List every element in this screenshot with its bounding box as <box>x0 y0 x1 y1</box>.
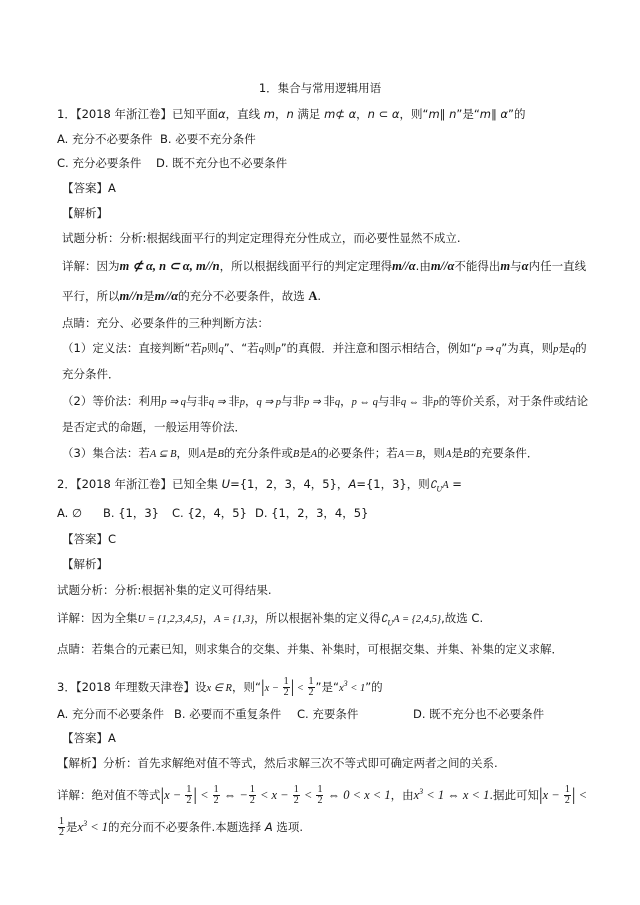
italic-run: α <box>391 107 400 121</box>
fraction <box>185 785 192 807</box>
math-run: ∁ <box>429 480 437 491</box>
math-run: p <box>239 397 245 408</box>
italic-run: n <box>449 107 457 121</box>
text-run: 与非 <box>377 394 401 408</box>
fraction-denominator: 2 <box>308 687 314 698</box>
option-d: D. {1，2，3，4，5} <box>255 506 369 520</box>
answer-line: 【答案】A <box>62 731 116 745</box>
fraction-numerator: 1 <box>249 783 255 795</box>
text-run: 是 <box>205 446 218 460</box>
math-run: B <box>415 449 423 460</box>
absolute-value-bar: | <box>539 784 543 804</box>
fraction-numerator: 1 <box>564 783 570 795</box>
options-row <box>57 152 591 175</box>
option-a: A. ∅ <box>57 506 82 520</box>
fraction <box>249 785 256 807</box>
text-run: ＝ <box>404 446 416 460</box>
math-run: < x − <box>256 788 292 802</box>
absolute-value-bar: | <box>160 784 165 804</box>
text-run: ={1，3}，则 <box>356 477 430 491</box>
text-run: ={1，2，3，4，5}， <box>230 477 349 491</box>
text-run: 的充分不必要条件，故选 <box>178 289 309 303</box>
math-run: p ⇒ <box>304 397 324 408</box>
math-run: A <box>397 449 405 460</box>
tip-line: 点睛：若集合的元素已知，则求集合的交集、并集、补集时，可根据交集、并集、补集的定义求解． <box>57 642 563 656</box>
fraction-numerator: 1 <box>213 783 219 795</box>
italic-run: U <box>221 477 231 491</box>
tip-title: 点睛：充分、必要条件的三种判断方法： <box>62 316 269 330</box>
text-run: （1）定义法：直接判断“若 <box>62 341 202 355</box>
math-run: q ⇒ p <box>256 397 282 408</box>
text-run: 是 <box>558 341 570 355</box>
fraction-denominator: 2 <box>59 827 64 838</box>
text-run: 则 <box>263 341 276 355</box>
text-run: ⊂ <box>374 107 392 121</box>
superscript: 3 <box>343 679 348 689</box>
fraction-numerator: 1 <box>317 783 323 795</box>
text-run: ， <box>274 107 287 121</box>
math-bold-run: m <box>500 259 511 273</box>
text-run: （3）集合法：若 <box>62 446 150 460</box>
math-bold-run: m ⊄ α, n ⊂ α, m//n <box>119 259 220 273</box>
text-run: 与非 <box>185 394 209 408</box>
answer-line: 【答案】A <box>62 181 116 195</box>
detailed-solution <box>57 603 591 635</box>
text-run: 与 <box>510 259 522 273</box>
fraction-numerator: 1 <box>283 675 289 687</box>
italic-run: n <box>286 107 294 121</box>
italic-run: m <box>263 107 275 121</box>
text-run: ，所以根据线面平行的判定定理得 <box>219 259 393 273</box>
options-row <box>57 127 591 152</box>
text-run: ”的 <box>508 107 526 121</box>
fraction <box>308 677 315 699</box>
math-run: A = {2,4,5} <box>393 614 442 625</box>
absolute-value-bar: | <box>193 784 197 804</box>
math-bold-run: m//α <box>392 259 416 273</box>
detailed-solution <box>57 779 591 843</box>
text-run: ，直线 <box>225 107 264 121</box>
text-run: 是 <box>451 446 463 460</box>
option-c: C. 充要条件 <box>297 707 359 721</box>
text-run: ， <box>244 394 257 408</box>
analysis-summary: 试题分析：分析:根据补集的定义可得结果. <box>57 583 272 597</box>
option-b: B. 必要不充分条件 <box>160 132 256 146</box>
math-run: x − <box>164 788 185 802</box>
math-run: < <box>196 788 212 802</box>
text-run: . <box>317 289 322 303</box>
math-run: x <box>77 820 84 834</box>
math-run: q ⇒ <box>208 397 229 408</box>
text-run: 的必要条件；若 <box>317 446 398 460</box>
math-run: A <box>199 449 206 460</box>
math-run: p ⇒ q <box>476 344 502 355</box>
math-run: p <box>275 344 281 355</box>
question-stem <box>57 674 591 702</box>
text-run: ∥ <box>491 107 501 121</box>
text-run: ，则 <box>176 446 200 460</box>
absolute-value-bar: | <box>571 784 576 804</box>
fraction-denominator: 2 <box>186 795 192 806</box>
fraction-denominator: 2 <box>283 687 289 698</box>
tip-definition-method <box>57 336 591 386</box>
fraction-denominator: 2 <box>293 795 299 806</box>
math-run: q ⇔ <box>400 397 422 408</box>
math-run: < <box>575 788 588 802</box>
text-run: 的充分条件． <box>62 341 587 381</box>
math-run: U = {1,2,3,4,5} <box>137 614 203 625</box>
math-run: x ∈ R <box>206 683 232 694</box>
fraction <box>316 785 323 807</box>
analysis-summary: 试题分析：分析:根据线面平行的判定定理得充分性成立，而必要性显然不成立. <box>62 231 461 245</box>
fraction-denominator: 2 <box>564 795 570 806</box>
text-run: ”为真，则 <box>501 341 554 355</box>
absolute-value-bar: | <box>260 676 265 696</box>
question-1 <box>57 101 591 468</box>
text-run: 满足 <box>293 107 325 121</box>
text-run: .据此可知 <box>489 788 539 802</box>
option-d: D. 既不充分也不必要条件 <box>413 707 545 721</box>
superscript: 3 <box>83 819 88 829</box>
fraction <box>283 677 290 699</box>
math-run: x <box>338 683 344 694</box>
option-a: A. 充分不必要条件 <box>57 132 153 146</box>
math-run: ∁ <box>380 614 388 625</box>
math-run: p ⇔ q <box>351 397 378 408</box>
fraction <box>213 785 220 807</box>
question-stem <box>57 470 591 500</box>
text-run: 的充要条件． <box>469 446 539 460</box>
text-run: .由 <box>415 259 431 273</box>
text-run: 是 <box>66 820 78 834</box>
text-run: （2）等价法：利用 <box>62 394 162 408</box>
text-run: 的等价关系，对于条件或结论是否定式的命题，一般运用等价法． <box>62 394 589 434</box>
text-run: 的充分条件或 <box>223 446 293 460</box>
text-run: 则 <box>207 341 219 355</box>
math-run: A <box>310 449 318 460</box>
text-run: ”是“ <box>456 107 480 121</box>
math-run: < 1 ⇔ x < 1 <box>423 788 490 802</box>
italic-run: m <box>428 107 440 121</box>
math-run: p <box>433 397 439 408</box>
absolute-value-bar: | <box>290 676 295 696</box>
fraction-denominator: 2 <box>213 795 219 806</box>
text-run: 内任一直线平行，所以 <box>62 259 587 303</box>
math-run: q <box>569 344 576 355</box>
math-run: x <box>413 788 420 802</box>
text-run: ， <box>340 394 352 408</box>
italic-run: A <box>348 477 357 491</box>
analysis-label: 【解析】 <box>62 557 108 571</box>
analysis-label: 【解析】 <box>62 206 108 220</box>
option-a: A. 充分而不必要条件 <box>57 707 164 721</box>
text-run: 不能得出 <box>454 259 501 273</box>
text-run: 详解：因为 <box>62 259 120 273</box>
fraction-numerator: 1 <box>186 783 192 795</box>
tip-set-method <box>57 440 591 468</box>
italic-run: A <box>264 820 273 834</box>
tip-equivalence-method <box>57 389 591 440</box>
text-run: 选项. <box>272 820 303 834</box>
math-run: A <box>442 480 449 491</box>
text-run: 的充分而不必要条件.本题选择 <box>108 820 265 834</box>
italic-run: α <box>500 107 508 121</box>
options-row <box>57 500 591 526</box>
math-run: < <box>294 683 307 694</box>
text-run: 非 <box>228 394 240 408</box>
math-run: A <box>445 449 452 460</box>
option-c: C. 充分必要条件 <box>57 156 142 170</box>
fraction-denominator: 2 <box>249 795 255 806</box>
text-run: ⊄ <box>335 107 349 121</box>
text-run: 与非 <box>281 394 305 408</box>
option-c: C. {2，4，5} <box>172 506 247 520</box>
text-run: ”、“若 <box>223 341 259 355</box>
text-run: 非 <box>323 394 335 408</box>
analysis-line: 【解析】分析：首先求解绝对值不等式，然后求解三次不等式即可确定两者之间的关系. <box>57 756 498 770</box>
options-row <box>57 702 591 726</box>
italic-run: m <box>479 107 491 121</box>
math-run: p ⇒ q <box>161 397 186 408</box>
italic-run: n <box>367 107 375 121</box>
italic-run: α <box>218 107 226 121</box>
text-run: 是 <box>299 446 311 460</box>
math-run: ⇔ 0 < x < 1 <box>324 788 391 802</box>
math-run: ⇔ − <box>220 788 248 802</box>
question-3 <box>57 674 591 843</box>
text-run: 详解：因为全集 <box>57 611 138 625</box>
math-run: p <box>201 344 208 355</box>
math-run: q <box>334 397 341 408</box>
text-run: ”的真假．并注意和图示相结合，例如“ <box>280 341 477 355</box>
text-run: 2．【2018 年浙江卷】已知全集 <box>57 477 222 491</box>
text-run: ，所以根据补集的定义得 <box>254 611 381 625</box>
italic-run: α <box>348 107 357 121</box>
question-2 <box>57 470 591 663</box>
option-b: B. {1，3} <box>103 506 159 520</box>
math-run: q <box>258 344 264 355</box>
question-stem <box>57 101 591 127</box>
superscript: 3 <box>419 787 424 797</box>
text-run: = <box>448 477 462 491</box>
math-run: p <box>553 344 559 355</box>
math-run: x − <box>264 683 282 694</box>
fraction-numerator: 1 <box>308 675 314 687</box>
math-run: x − <box>542 788 563 802</box>
math-run: B <box>462 449 470 460</box>
math-run: B <box>217 449 224 460</box>
fraction-numerator: 1 <box>293 783 299 795</box>
text-run: ，则“ <box>231 680 261 694</box>
subscript: U <box>436 484 443 494</box>
subscript: U <box>387 618 394 628</box>
math-run: A ⊆ B <box>149 449 177 460</box>
option-b: B. 必要而不重复条件 <box>174 707 282 721</box>
fraction-numerator: 1 <box>59 815 64 827</box>
text-run: ”是“ <box>315 680 339 694</box>
answer-line: 【答案】C <box>62 532 117 546</box>
bold-run: A <box>308 289 318 303</box>
text-run: 非 <box>421 394 434 408</box>
text-run: ， <box>202 611 215 625</box>
text-run: ∥ <box>439 107 450 121</box>
fraction-denominator: 2 <box>317 795 323 806</box>
fraction <box>58 817 65 839</box>
text-run: ，则“ <box>399 107 429 121</box>
math-run: B <box>292 449 300 460</box>
fraction <box>564 785 571 807</box>
text-run: 详解：绝对值不等式 <box>57 788 161 802</box>
text-run: ，则 <box>422 446 446 460</box>
text-run: ， <box>356 107 368 121</box>
math-run: A = {1,3} <box>214 614 255 625</box>
math-bold-run: m//α <box>154 289 179 303</box>
math-run: < 1 <box>87 820 108 834</box>
fraction <box>293 785 300 807</box>
math-bold-run: m//α <box>430 259 455 273</box>
text-run: ,故选 C. <box>441 611 484 625</box>
document-body <box>57 76 591 843</box>
text-run: 3．【2018 年理数天津卷】设 <box>57 680 207 694</box>
section-title: 1．集合与常用逻辑用语 <box>258 81 382 95</box>
text-run: ”的 <box>365 680 383 694</box>
option-d: D. 既不充分也不必要条件 <box>156 156 288 170</box>
math-bold-run: m//n <box>119 289 144 303</box>
math-run: < <box>300 788 316 802</box>
text-run: 是 <box>143 289 155 303</box>
text-run: 1．【2018 年浙江卷】已知平面 <box>57 107 218 121</box>
detailed-solution <box>57 251 591 311</box>
text-run: ，由 <box>390 788 414 802</box>
math-run: < 1 <box>347 683 366 694</box>
math-run: q <box>218 344 224 355</box>
italic-run: m <box>324 107 336 121</box>
math-bold-run: α <box>521 259 529 273</box>
